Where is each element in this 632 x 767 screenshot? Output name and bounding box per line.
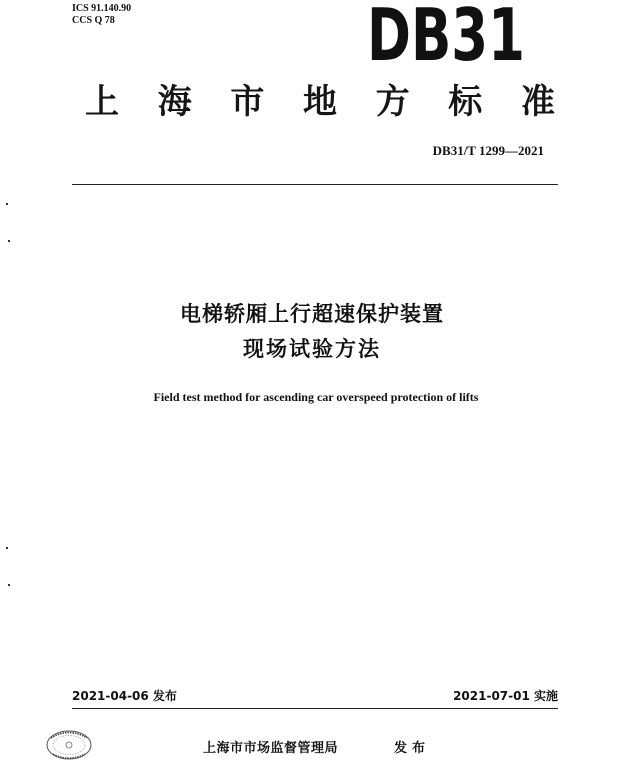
title-cn-line1: 电梯轿厢上行超速保护装置 bbox=[180, 302, 444, 326]
standard-type-char: 市 bbox=[230, 82, 265, 122]
ics-code: ICS 91.140.90 bbox=[72, 3, 132, 14]
issue-label: 发布 bbox=[394, 741, 431, 756]
standard-number: DB31/T 1299—2021 bbox=[432, 143, 544, 158]
standard-type-char: 准 bbox=[520, 82, 555, 122]
scan-mark bbox=[6, 547, 8, 549]
logo-text: DB31 bbox=[367, 0, 525, 77]
db31-logo bbox=[365, 0, 527, 77]
issuing-authority: 上海市市场监督管理局 bbox=[203, 741, 339, 756]
standard-type-char: 方 bbox=[375, 82, 410, 122]
issuer-seal-icon bbox=[44, 728, 94, 762]
standard-type-char: 上 bbox=[85, 82, 119, 122]
title-en: Field test method for ascending car overspeed protection of lifts bbox=[153, 390, 479, 404]
scan-mark bbox=[6, 203, 8, 205]
standard-type-char: 标 bbox=[448, 82, 483, 122]
scan-mark bbox=[8, 584, 10, 586]
bottom-divider bbox=[72, 708, 558, 709]
scan-mark bbox=[8, 240, 10, 242]
title-cn-line2: 现场试验方法 bbox=[243, 337, 381, 361]
standard-type bbox=[85, 82, 555, 122]
implementation-date: 2021-07-01 实施 bbox=[453, 689, 558, 703]
standard-type-char: 海 bbox=[157, 82, 192, 122]
top-divider bbox=[72, 184, 558, 185]
ccs-code: CCS Q 78 bbox=[72, 15, 115, 26]
standard-type-char: 地 bbox=[302, 82, 337, 122]
issue-date: 2021-04-06 发布 bbox=[72, 689, 177, 703]
